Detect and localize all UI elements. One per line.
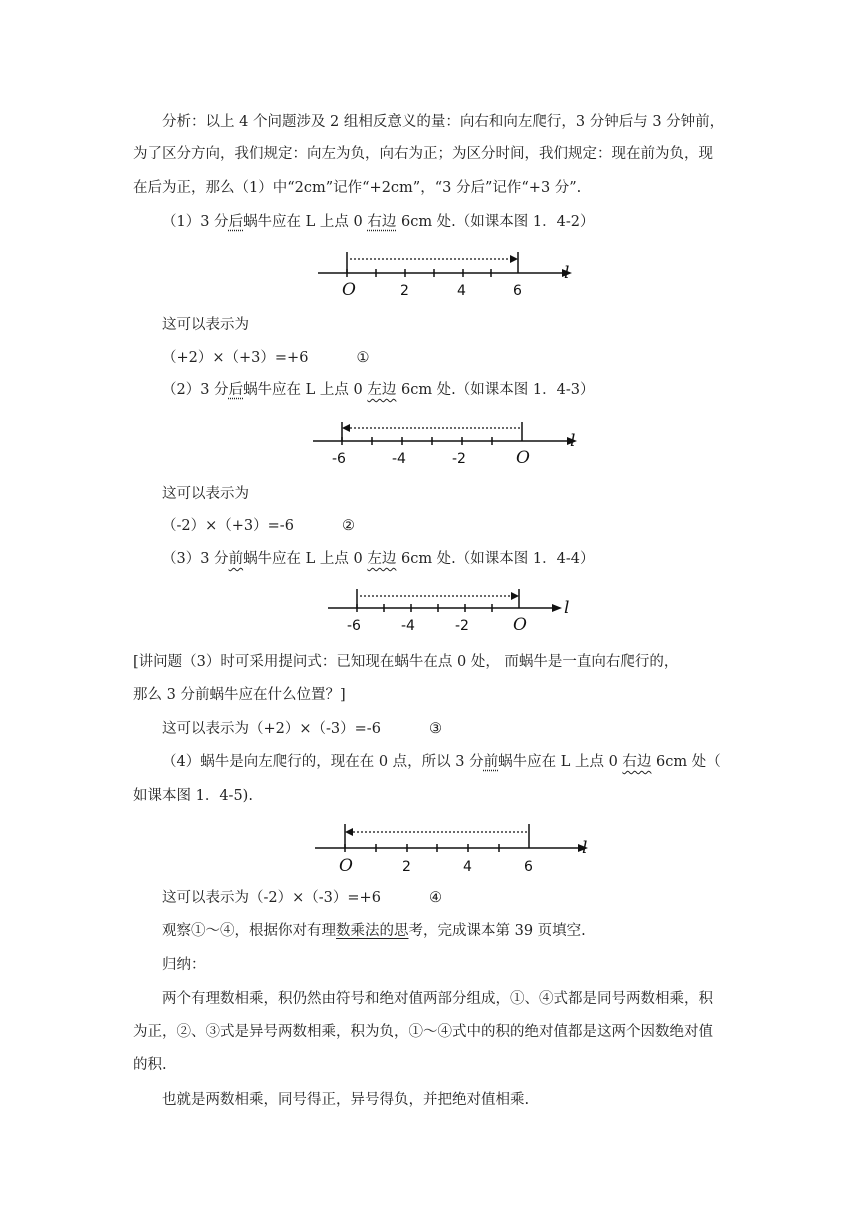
case3-statement: （3）3 分前蜗牛应在 L 上点 0 左边 6cm 处.（如课本图 1．4-4） xyxy=(162,551,595,567)
case1-statement: （1）3 分后蜗牛应在 L 上点 0 右边 6cm 处.（如课本图 1．4-2） xyxy=(162,214,595,230)
summary-line-3: 的积. xyxy=(133,1057,167,1073)
tick-label: -6 xyxy=(332,451,346,467)
tick-label: -4 xyxy=(392,451,406,467)
tick-label: -2 xyxy=(452,451,466,467)
number-line-2 xyxy=(305,418,585,468)
case2-statement: （2）3 分后蜗牛应在 L 上点 0 左边 6cm 处.（如课本图 1．4-3） xyxy=(162,382,595,398)
axis-variable: l xyxy=(564,598,570,618)
summary-line-2: 为正，②、③式是异号两数相乘，积为负，①～④式中的积的绝对值都是这两个因数绝对值 xyxy=(133,1024,713,1040)
number-line-3 xyxy=(320,585,580,635)
tick-label: 2 xyxy=(400,283,409,299)
case4-statement-cont: 如课本图 1．4-5). xyxy=(133,788,253,804)
tick-label: O xyxy=(513,615,527,635)
tick-label: O xyxy=(342,280,356,300)
tick-label: 2 xyxy=(402,859,411,875)
case3-hint-2: 那么 3 分前蜗牛应在什么位置？] xyxy=(133,687,346,703)
summary-rule: 也就是两数相乘，同号得正，异号得负，并把绝对值相乘. xyxy=(162,1092,530,1108)
observe-line: 观察①～④，根据你对有理数乘法的思考，完成课本第 39 页填空. xyxy=(162,923,586,939)
number-line-1 xyxy=(310,250,580,300)
tick-label: 4 xyxy=(457,283,466,299)
analysis-line-3: 在后为正，那么（1）中“2cm”记作“+2cm”，“3 分后”记作“+3 分”. xyxy=(133,180,582,196)
analysis-line-2: 为了区分方向，我们规定：向左为负，向右为正；为区分时间，我们规定：现在前为负，现 xyxy=(133,146,713,162)
tick-label: -4 xyxy=(401,618,415,634)
case4-statement: （4）蜗牛是向左爬行的，现在在 0 点，所以 3 分前蜗牛应在 L 上点 0 右边 6cm 处（ xyxy=(162,754,721,770)
axis-variable: l xyxy=(582,838,588,858)
tick-label: -2 xyxy=(455,618,469,634)
summary-line-1: 两个有理数相乘，积仍然由符号和绝对值两部分组成，①、④式都是同号两数相乘，积 xyxy=(162,991,713,1007)
summary-title: 归纳： xyxy=(162,957,206,973)
case3-expression: 这可以表示为（+2）×（-3）=-6 ③ xyxy=(162,721,442,737)
number-line-4 xyxy=(310,820,600,875)
axis-variable: l xyxy=(564,263,570,283)
tick-label: 4 xyxy=(463,859,472,875)
case1-expr-intro: 这可以表示为 xyxy=(162,317,249,333)
case4-expression: 这可以表示为（-2）×（-3）=+6 ④ xyxy=(162,890,442,906)
tick-label: O xyxy=(339,856,353,875)
analysis-line-1: 分析：以上 4 个问题涉及 2 组相反意义的量：向右和向左爬行，3 分钟后与 3 分钟前， xyxy=(162,114,725,130)
axis-variable: l xyxy=(570,431,576,451)
case2-expr-intro: 这可以表示为 xyxy=(162,486,249,502)
case3-hint-1: [讲问题（3）时可采用提问式：已知现在蜗牛在点 0 处， 而蜗牛是一直向右爬行的， xyxy=(133,654,679,670)
tick-label: 6 xyxy=(513,283,522,299)
case1-expression: （+2）×（+3）=+6 ① xyxy=(162,350,370,366)
tick-label: O xyxy=(516,448,530,468)
tick-label: 6 xyxy=(524,859,533,875)
case2-expression: （-2）×（+3）=-6 ② xyxy=(162,518,355,534)
tick-label: -6 xyxy=(347,618,361,634)
